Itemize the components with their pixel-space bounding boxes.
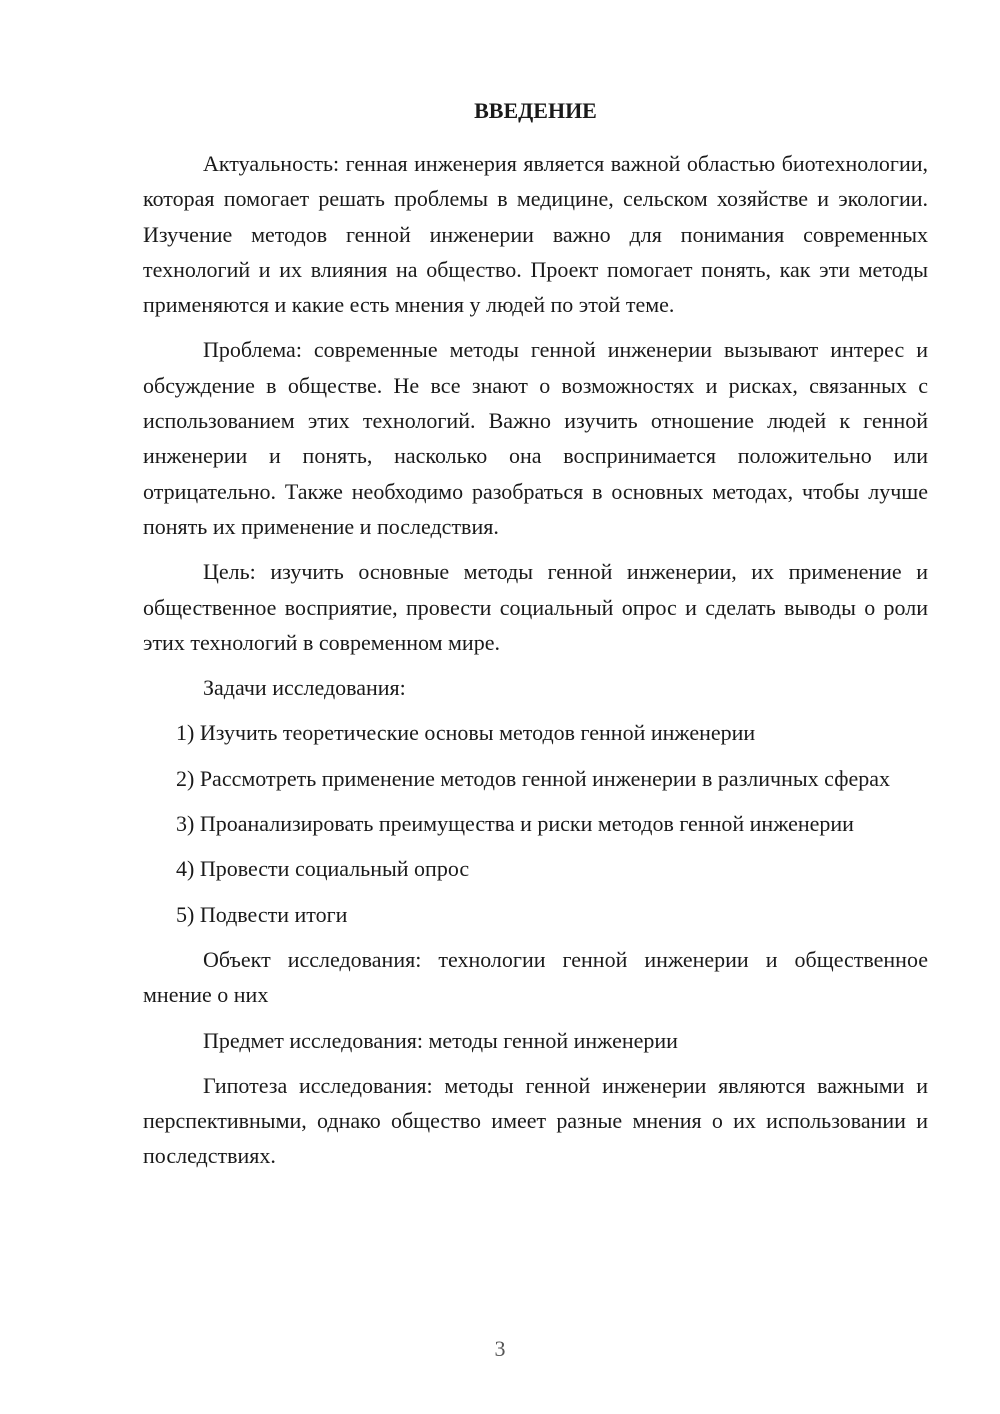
task-item-4: 4) Провести социальный опрос [176, 856, 470, 882]
problem-paragraph: Проблема: современные методы генной инженерии вызывают интерес и обсуждение в обществе. Не все знают о возможностях и рисках, связанных с использованием этих технологий. Важно изучить отношение людей к генной инженерии и понять, насколько она воспринимается положительно или отрицательно. Также необходимо разобраться в основных методах, чтобы лучше понять их применение и последствия. [143, 337, 928, 539]
subject-paragraph: Предмет исследования: методы генной инженерии [203, 1027, 678, 1053]
goal-paragraph: Цель: изучить основные методы генной инженерии, их применение и общественное восприятие, провести социальный опрос и сделать выводы о роли этих технологий в современном мире. [143, 559, 928, 655]
hypothesis-paragraph: Гипотеза исследования: методы генной инженерии являются важными и перспективными, однако общество имеет разные мнения о их использовании и последствиях. [143, 1072, 928, 1169]
relevance-paragraph: Актуальность: генная инженерия является важной областью биотехнологии, которая помогает решать проблемы в медицине, сельском хозяйстве и экологии. Изучение методов генной инженерии важно для понимания современных технологий и их влияния на общество. Проект помогает понять, как эти методы применяются и какие есть мнения у людей по этой теме. [143, 151, 928, 318]
section-title: ВВЕДЕНИЕ [474, 98, 597, 123]
task-item-3: 3) Проанализировать преимущества и риски методов генной инженерии [176, 811, 854, 837]
task-item-5: 5) Подвести итоги [176, 901, 348, 927]
object-paragraph: Объект исследования: технологии генной инженерии и общественное мнение о них [143, 946, 928, 1008]
document-page [143, 96, 928, 1184]
page-number: 3 [494, 1336, 506, 1361]
tasks-heading: Задачи исследования: [203, 675, 406, 701]
task-item-1: 1) Изучить теоретические основы методов генной инженерии [176, 720, 756, 746]
task-item-2: 2) Рассмотреть применение методов генной инженерии в различных сферах [176, 765, 890, 791]
